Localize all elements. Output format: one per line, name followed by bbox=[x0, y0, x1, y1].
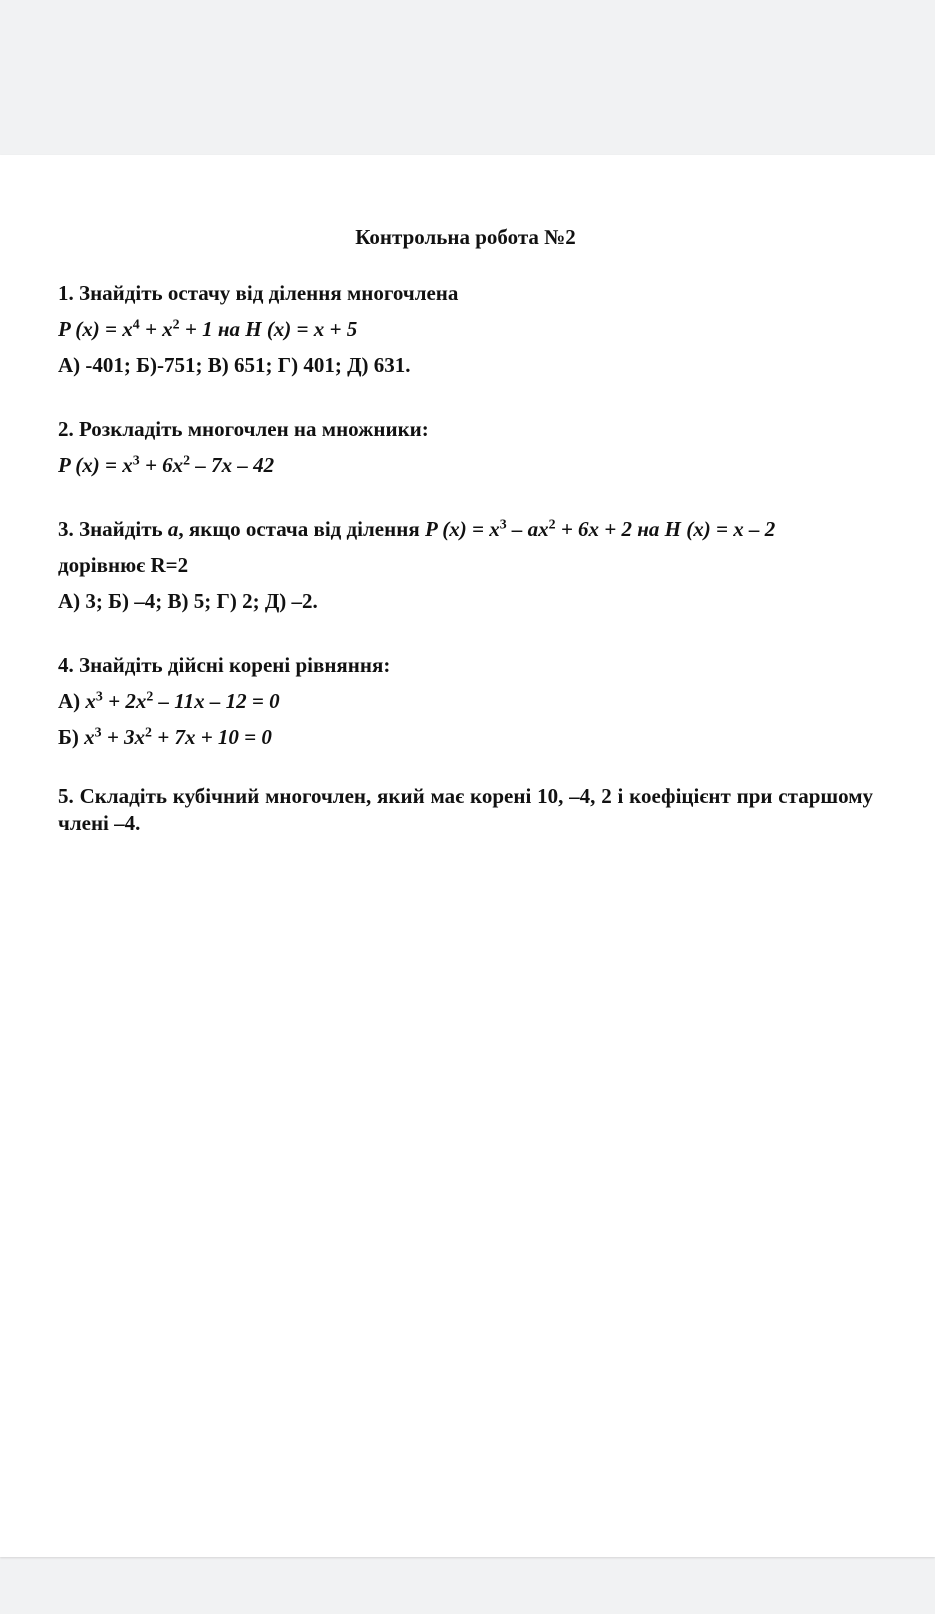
question-3-condition: дорівнює R=2 bbox=[58, 553, 189, 577]
question-4-prompt: 4. Знайдіть дійсні корені рівняння: bbox=[58, 653, 391, 677]
question-5 bbox=[58, 783, 873, 837]
question-1-prompt: 1. Знайдіть остачу від ділення многочлена bbox=[58, 281, 459, 305]
question-1-expression: P $(x) = x^4 + x^2 + 1$ на H (x) = x + 5 bbox=[58, 316, 358, 341]
document-title: Контрольна робота №2 bbox=[355, 225, 576, 249]
question-2-prompt: 2. Розкладіть многочлен на множники: bbox=[58, 417, 429, 441]
question-3-prompt: 3. Знайдіть a, якщо остача від ділення P $(x) = x^3 - ax^2 + 6x + 2$ на H (x) = x – 2 bbox=[58, 516, 776, 541]
question-4 bbox=[58, 647, 873, 755]
question-5-prompt: 5. Складіть кубічний многочлен, який має корені 10, –4, 2 і коефіцієнт при старшому члені –4. bbox=[58, 784, 874, 835]
question-1-answers: А) -401; Б)-751; В) 651; Г) 401; Д) 631. bbox=[58, 353, 411, 377]
question-4-equation-b: Б) $x^3 + 3x^2 + 7x + 10 = 0$ bbox=[58, 724, 272, 749]
question-1 bbox=[58, 275, 873, 383]
question-3 bbox=[58, 511, 873, 619]
question-2 bbox=[58, 411, 873, 483]
document-body bbox=[58, 225, 873, 865]
document-page bbox=[0, 155, 935, 1557]
question-2-expression: P $(x) = x^3 + 6x^2 - 7x - 42$ bbox=[58, 452, 275, 477]
question-3-answers: А) 3; Б) –4; В) 5; Г) 2; Д) –2. bbox=[58, 589, 318, 613]
question-4-equation-a: А) $x^3 + 2x^2 - 11x - 12 = 0$ bbox=[58, 688, 280, 713]
